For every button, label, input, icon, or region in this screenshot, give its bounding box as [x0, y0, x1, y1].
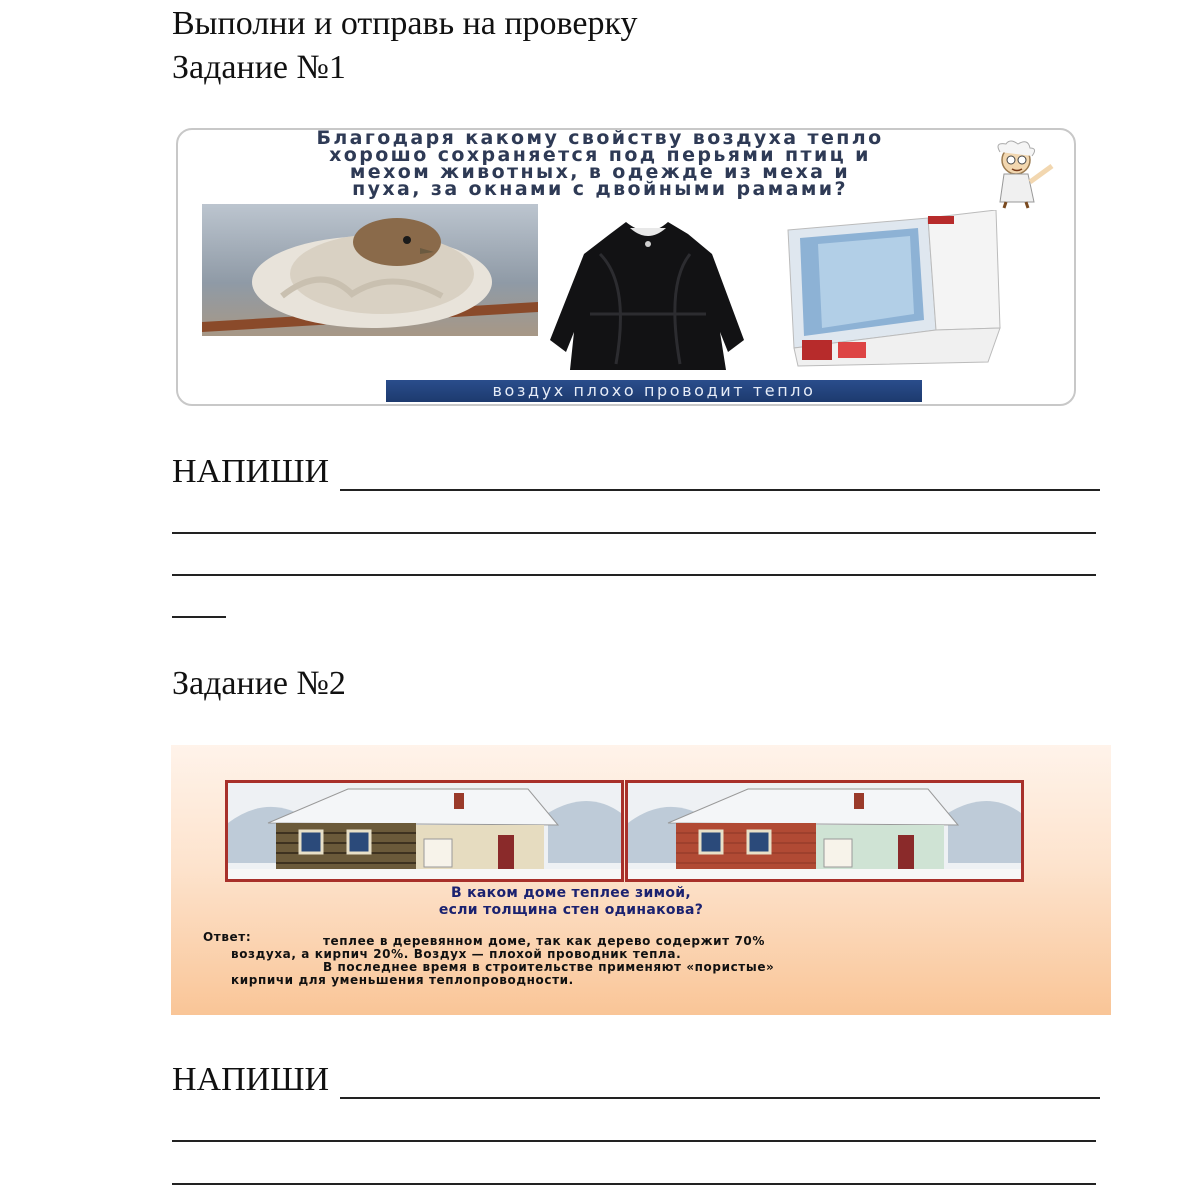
task2-question-line: если толщина стен одинакова?	[438, 902, 704, 918]
task2-write-label: НАПИШИ	[172, 1061, 330, 1098]
task2-answer-line: воздуха, а кирпич 20%. Воздух — плохой проводник тепла.	[231, 947, 682, 961]
task1-answer-line[interactable]	[172, 616, 226, 618]
task1-write-label: НАПИШИ	[172, 453, 330, 490]
brick-house-panel	[625, 780, 1024, 882]
scientist-cartoon-icon	[978, 138, 1068, 210]
task1-question-line: Благодаря какому свойству воздуха тепло	[316, 128, 884, 149]
wooden-house-panel	[225, 780, 624, 882]
task1-answer-line[interactable]	[172, 574, 1096, 576]
task1-question-line: хорошо сохраняется под перьями птиц и	[329, 144, 871, 166]
task1-title: Задание №1	[172, 49, 346, 86]
fur-coat-image	[530, 214, 768, 376]
task2-answer-line: В последнее время в строительстве применяют «пористые»	[323, 960, 775, 974]
task1-question	[200, 130, 1000, 198]
task2-answer-line[interactable]	[172, 1183, 1096, 1185]
task1-question-line: мехом животных, в одежде из меха и	[349, 161, 851, 183]
task2-answer-line: теплее в деревянном доме, так как дерево содержит 70%	[323, 934, 765, 948]
task1-answer-bar: воздух плохо проводит тепло	[386, 380, 922, 402]
task1-answer-line[interactable]	[340, 489, 1100, 491]
task2-answer-line[interactable]	[172, 1140, 1096, 1142]
task2-title: Задание №2	[172, 665, 346, 702]
task1-picture	[176, 128, 1076, 406]
task1-answer-line[interactable]	[172, 532, 1096, 534]
task1-question-line: пуха, за окнами с двойными рамами?	[352, 178, 848, 200]
instruction-text: Выполни и отправь на проверку	[172, 5, 638, 42]
double-window-image	[778, 210, 1008, 370]
task2-answer-label: Ответ:	[203, 930, 252, 944]
task2-question-line: В каком доме теплее зимой,	[450, 885, 691, 901]
task2-answer-line[interactable]	[340, 1097, 1100, 1099]
sparrow-photo	[202, 204, 538, 336]
task2-question	[171, 885, 971, 919]
task2-picture	[171, 745, 1111, 1015]
task2-answer-line: кирпичи для уменьшения теплопроводности.	[231, 973, 574, 987]
